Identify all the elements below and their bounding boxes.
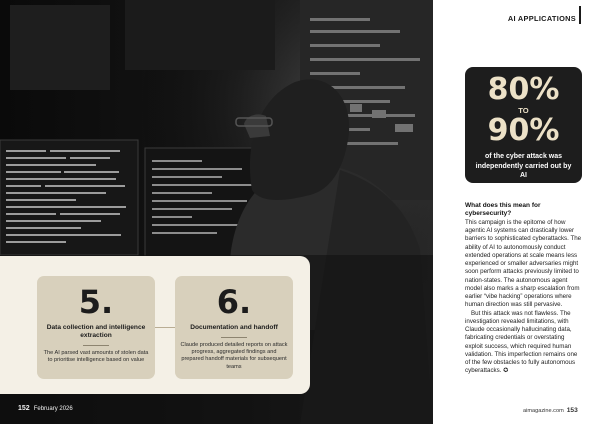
footer-right	[523, 407, 578, 414]
end-mark-icon: ✪	[503, 368, 509, 375]
page-number-right: 153	[566, 407, 578, 414]
step-connector	[155, 327, 175, 328]
step-title: Data collection and intelligence extraction	[46, 324, 146, 339]
page-number-left: 152	[18, 405, 30, 412]
footer-left	[18, 405, 73, 412]
step-description: The AI parsed vast amounts of stolen data to prioritise intelligence based on value	[43, 350, 149, 364]
stat-from: 80%	[487, 72, 560, 107]
article-text	[465, 202, 583, 376]
step-divider	[83, 345, 109, 346]
article-heading: What does this mean for cybersecurity?	[465, 202, 541, 218]
article-paragraph	[465, 310, 583, 376]
step-divider	[221, 337, 247, 338]
article-paragraph: This campaign is the epitome of how agentic AI systems can drastically lower barriers to sophisticated cyberattacks. The ability of AI to autonomously conduct extended operations at scale means less experienced or smaller adversaries might soon perform attacks previously limited to nation-states. The autonomous agent model also marks a sharp escalation from earlier “vibe hacking” operations where human direction was still pervasive.	[465, 218, 582, 309]
section-label: AI APPLICATIONS	[507, 14, 576, 23]
step-card-5	[37, 276, 155, 379]
stat-callout	[465, 67, 582, 183]
step-card-6	[175, 276, 293, 379]
step-title: Documentation and handoff	[190, 324, 278, 331]
stat-description: of the cyber attack was independently carried out by AI	[475, 153, 572, 179]
attack-steps-panel	[0, 256, 310, 394]
step-description: Claude produced detailed reports on attack progress, aggregated findings and prepared handoff materials for subsequent teams	[180, 342, 288, 370]
section-bar	[579, 6, 581, 24]
site-url: aimagazine.com	[523, 408, 564, 414]
stat-to: 90%	[487, 113, 560, 148]
article-paragraph-text: But this attack was not flawless. The investigation revealed limitations, with Claude occasionally hallucinating data, fabricating credentials or overstating exploit success, which required human validation. This imperfection remains one of the few obstacles to fully autonomous cyberattacks.	[465, 309, 578, 375]
stat-to-word: TO	[518, 106, 529, 115]
step-number: 5.	[78, 283, 114, 321]
step-number: 6.	[216, 283, 252, 321]
left-monitor	[0, 140, 138, 255]
issue-date: February 2026	[33, 406, 73, 412]
